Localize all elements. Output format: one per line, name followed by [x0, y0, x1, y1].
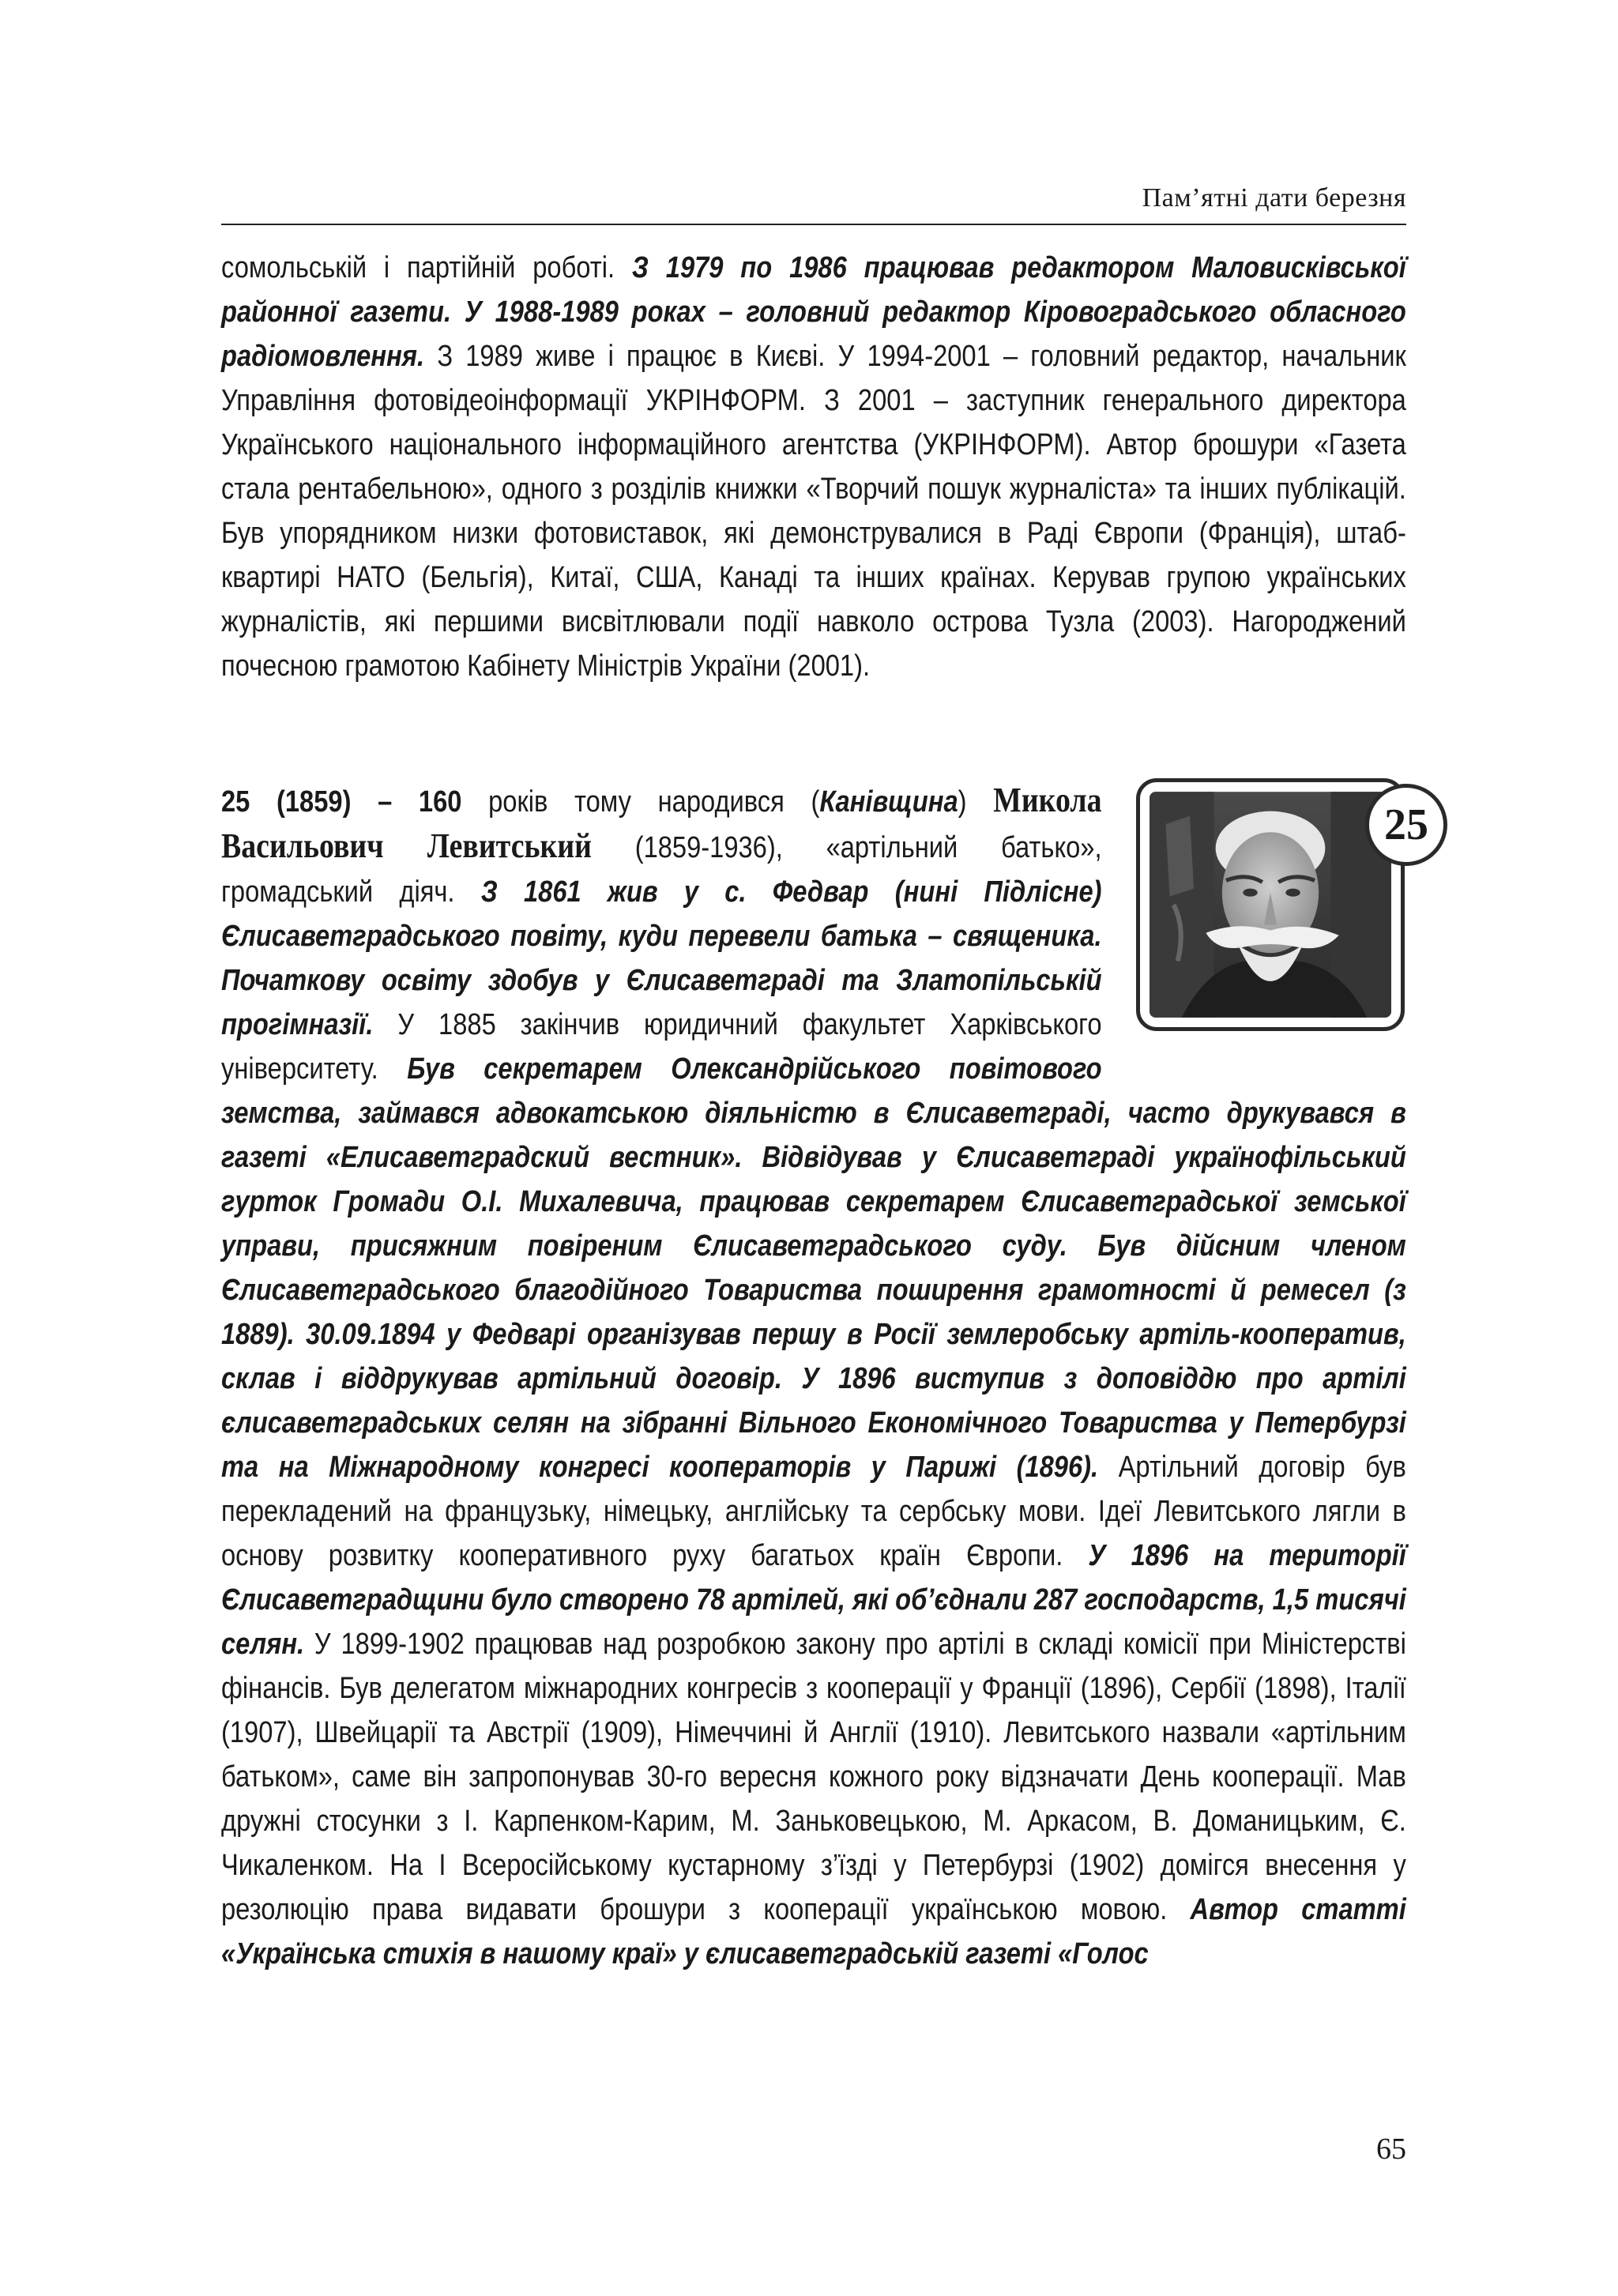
text-run: сомольській і партійній роботі.	[221, 251, 632, 284]
emphasis-run: Був секретарем Олександрійського повітового земства, займався адвокатською діяльністю в Єлисаветграді, часто друкувався в газеті «Елисаветградский вестник». Відвідував у Єлисаветграді українофільський гурток Громади О.І. Михалевича, працював секретарем Єлисаветградської земської управи, присяжним повіреним Єлисаветградського суду. Був дійсним членом Єлисаветградського благодійного Товариства поширення грамотності й ремесел (з 1889). 30.09.1894 у Федварі організував першу в Росії землеробську артіль-кооператив, склав і віддрукував артільний договір. У 1896 виступив з доповіддю про артілі єлисаветградських селян на зібранні Вільного Економічного Товариства у Петербурзі та на Міжнародному конгресі кооператорів у Парижі (1896).	[221, 1052, 1406, 1484]
person-name: Микола Васильович Левитський	[221, 781, 1102, 865]
header-rule	[221, 224, 1406, 225]
text-run: У 1885 закінчив юридичний факультет Харківського університету.	[221, 1008, 1102, 1086]
text-run: У 1899-1902 працював над розробкою закону про артілі в складі комісії при Міністерстві фінансів. Був делегатом міжнародних конгресів з кооперації у Франції (1896), Сербії (1898), Італії (1907), Швейцарії та Австрії (1909), Німеччині й Англії (1910). Левитського назвали «артільним батьком», саме він запропонував 30-го вересня кожного року відзначати День кооперації. Мав дружні стосунки з І. Карпенком-Карим, М. Заньковецькою, М. Аркасом, В. Доманицьким, Є. Чикаленком. На І Всеросійському кустарному з’їзді у Петербурзі (1902) домігся внесення у резолюцію права видавати брошури з кооперації українською мовою.	[221, 1628, 1406, 1926]
day-badge: 25	[1365, 784, 1447, 866]
emphasis-run: Автор статті «Українська стихія в нашому краї» у єлисаветградській газеті «Голос	[221, 1893, 1406, 1970]
birthplace: Канівщина	[819, 785, 958, 819]
paragraph-text	[221, 246, 1406, 688]
emphasis-run: З 1979 по 1986 працював редактором Маловисківської районної газети. У 1988-1989 роках – головний редактор Кіровоградського обласного радіомовлення.	[221, 251, 1406, 373]
portrait-photo	[1136, 778, 1405, 1031]
page-number: 65	[1376, 2132, 1406, 2166]
anniversary-date: 25 (1859) – 160	[221, 785, 462, 819]
emphasis-run: У 1896 на території Єлисаветградщини було створено 78 артілей, які об’єднали 287 господарств, 1,5 тисячі селян.	[221, 1539, 1406, 1661]
emphasis-run: З 1861 жив у с. Федвар (нині Підлісне) Єлисаветградського повіту, куди перевели батька – священика. Початкову освіту здобув у Єлисаветграді та Златопільській прогімназії.	[221, 875, 1102, 1041]
running-header: Пам’ятні дати березня	[1142, 183, 1406, 213]
portrait-image	[1150, 792, 1391, 1018]
text-run: Артільний договір був перекладений на французьку, німецьку, англійську та сербську мови. Ідеї Левитського лягли в основу розвитку кооперативного руху багатьох країн Європи.	[221, 1451, 1406, 1572]
text-run: З 1989 живе і працює в Києві. У 1994-2001 – головний редактор, начальник Управління фотовідеоінформації УКРІНФОРМ. З 2001 – заступник генерального директора Українського національного інформаційного агентства (УКРІНФОРМ). Автор брошури «Газета стала рентабельною», одного з розділів книжки «Творчий пошук журналіста» та інших публікацій. Був упорядником низки фотовиставок, які демонструвалися в Раді Європи (Франція), штаб-квартирі НАТО (Бельгія), Китаї, США, Канаді та інших країнах. Керував групою українських журналістів, які першими висвітлювали події навколо острова Тузла (2003). Нагороджений почесною грамотою Кабінету Міністрів України (2001).	[221, 340, 1406, 683]
text-run: років тому народився (	[461, 785, 820, 819]
continued-biography-paragraph	[221, 246, 1406, 688]
text-run: (1859-1936), «артільний батько», громадський діяч.	[221, 831, 1102, 909]
text-run: )	[958, 785, 994, 819]
